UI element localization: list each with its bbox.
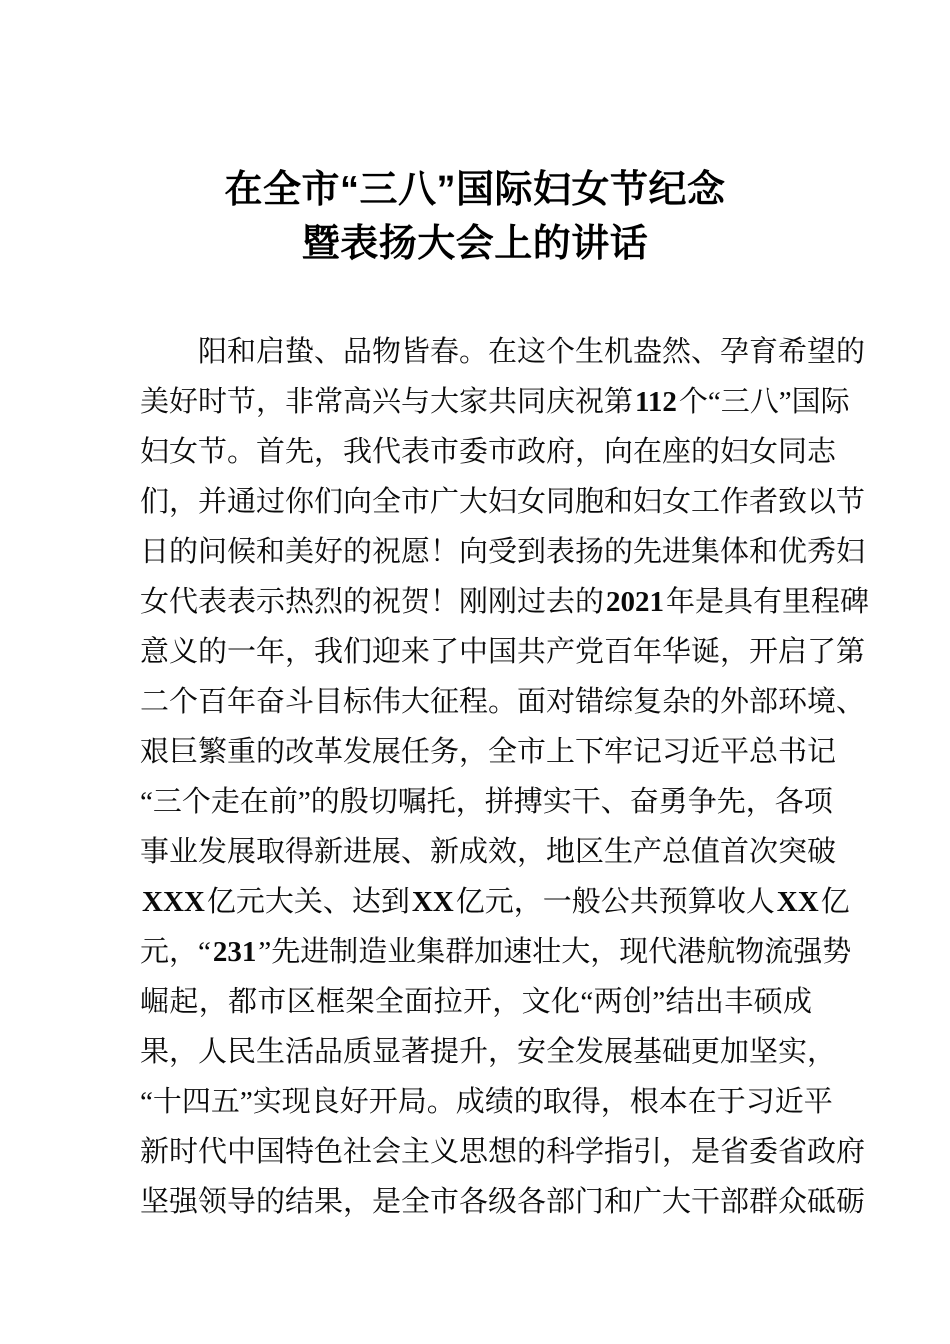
document-title — [0, 163, 950, 271]
han-run: 亿元，一般公共预算收人 — [455, 886, 775, 918]
latin-run: 231 — [212, 936, 257, 968]
han-run: 妇女节。首先，我代表市委市政府，向在座的妇女同志 — [140, 436, 837, 468]
body-line — [140, 727, 837, 777]
han-run: ”先进制造业集群加速壮大，现代港航物流强势 — [258, 936, 852, 968]
body-line — [140, 977, 812, 1027]
han-run: 崛起，都市区框架全面拉开，文化“两创”结出丰硕成 — [140, 986, 812, 1018]
body-line — [140, 427, 837, 477]
han-run: 二个百年奋斗目标伟大征程。面对错综复杂的外部环境、 — [140, 686, 866, 718]
body-line — [140, 327, 866, 377]
han-run: 意义的一年，我们迎来了中国共产党百年华诞，开启了第 — [140, 636, 866, 668]
body-line — [140, 877, 850, 927]
han-run: 新时代中国特色社会主义思想的科学指引，是省委省政府 — [140, 1136, 866, 1168]
han-run: 女代表表示热烈的祝贺！刚刚过去的 — [140, 586, 605, 618]
han-run: 个“三八”国际 — [678, 386, 850, 418]
han-run: 果，人民生活品质显著提升，安全发展基础更加坚实， — [140, 1036, 837, 1068]
document-title-line-2: 暨表扬大会上的讲话 — [301, 223, 649, 265]
han-run: 亿 — [820, 886, 850, 918]
han-run: 日的问候和美好的祝愿！向受到表扬的先进集体和优秀妇 — [140, 536, 866, 568]
body-line — [140, 927, 852, 977]
body-line — [140, 477, 866, 527]
paragraph-indent — [140, 327, 198, 377]
han-run: 事业发展取得新进展、新成效，地区生产总值首次突破 — [140, 836, 837, 868]
body-line — [140, 1077, 833, 1127]
body-line — [140, 377, 850, 427]
han-run: “十四五”实现良好开局。成绩的取得，根本在于习近平 — [140, 1086, 833, 1118]
document-body — [140, 327, 870, 1227]
han-run: 们，并通过你们向全市广大妇女同胞和妇女工作者致以节 — [140, 486, 866, 518]
han-run: 阳和启蛰、品物皆春。在这个生机盎然、孕育希望的 — [198, 336, 866, 368]
body-line — [140, 1127, 866, 1177]
han-run: “三个走在前”的殷切嘱托，拼搏实干、奋勇争先，各项 — [140, 786, 833, 818]
body-line — [140, 577, 870, 627]
latin-run: XX — [411, 886, 454, 918]
han-run: 艰巨繁重的改革发展任务，全市上下牢记习近平总书记 — [140, 736, 837, 768]
han-run: 亿元大关、达到 — [206, 886, 410, 918]
body-line — [140, 827, 837, 877]
han-run: 坚强领导的结果，是全市各级各部门和广大干部群众砥砺 — [140, 1186, 866, 1218]
body-line — [140, 627, 866, 677]
latin-run: XXX — [142, 886, 205, 918]
body-line — [140, 677, 866, 727]
latin-run: 2021 — [606, 586, 665, 618]
body-line — [140, 777, 833, 827]
han-run: 元，“ — [140, 936, 211, 968]
body-line — [140, 1177, 866, 1227]
latin-run: 112 — [635, 386, 677, 418]
latin-run: XX — [776, 886, 819, 918]
han-run: 年是具有里程碑 — [666, 586, 870, 618]
body-line — [140, 1027, 837, 1077]
han-run: 美好时节，非常高兴与大家共同庆祝第 — [140, 386, 634, 418]
document-title-line-1: 在全市“三八”国际妇女节纪念 — [224, 169, 726, 211]
body-line — [140, 527, 866, 577]
